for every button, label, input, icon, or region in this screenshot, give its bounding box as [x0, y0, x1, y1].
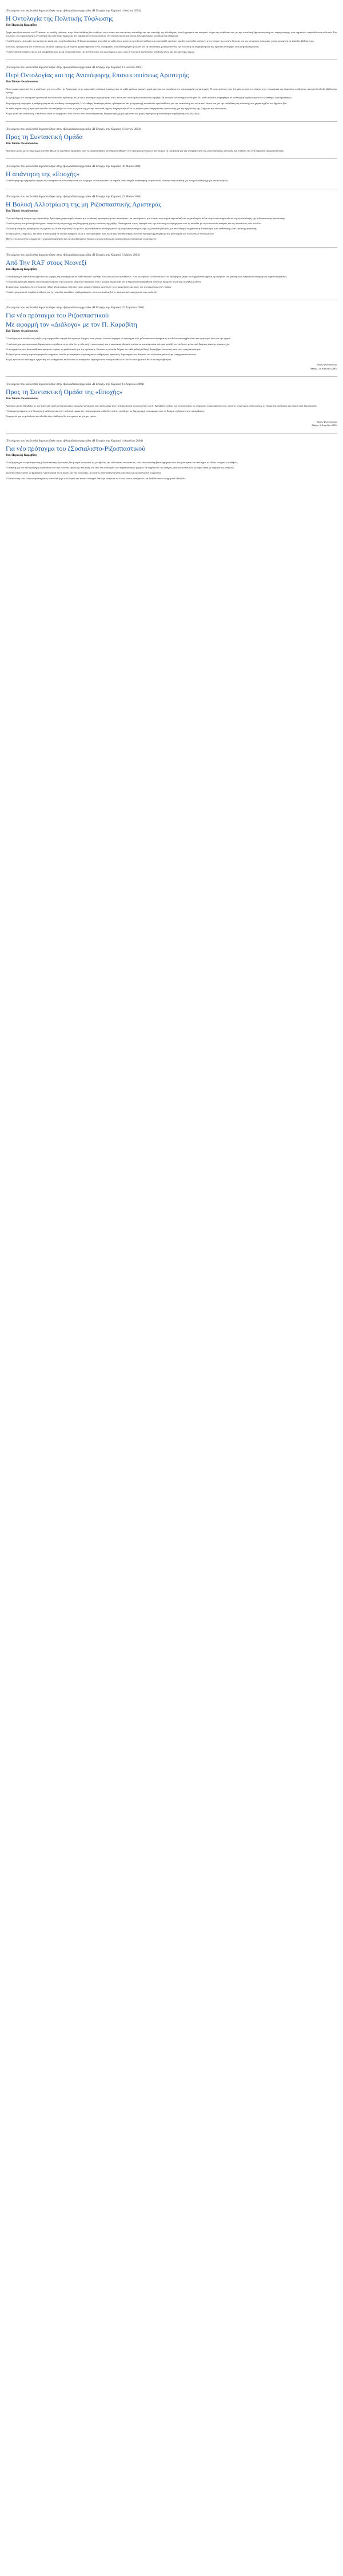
article-byline: Του Τάσου Φωτόπουλου — [6, 329, 39, 333]
paragraph: Αγαπητοί φίλοι, με το σημείωμα αυτό θα ήθελα να σχολιάσω ορισμένες από τις παρατηρήσεις που δημοσιεύθηκαν στο προηγούμενο φύλλο σχετικά με τη συζήτηση για την αναγκαιότητα της ριζοσπαστικής πολιτικής και τη θέση της στη σημερινή πραγματικότητα. — [6, 149, 284, 153]
paragraph: Η απάντηση απαιτεί νηφάλια ανάλυση και όχι εύκολες καταδίκες ή εξωραϊσμούς, ώστε να αναδειχθεί το πραγματικό περιεχόμενο των επιλογών. — [6, 291, 158, 294]
paragraph: Αγαπητοί φίλοι, θα ήθελα με την επιστολή αυτή να διευκρινίσω ορισμένα ζητήματα που προέκυψαν από τη δημοσίευση του κειμένου του Π. Καραβίτη, καθώς και να απαντήσω σε επιμέρους παρατηρήσεις που, κατά τη γνώμη μου, αλλοιώνουν το νόημα της πρότασης για περιεκτική δημοκρατία. — [6, 404, 317, 407]
article — [6, 9, 337, 60]
paragraph: Οι αντιρρήσεις που διατυπώθηκαν αφορούν κυρίως τη ρεαλιστικότητα της πρότασης. Ωστόσο, η ιστορία δείχνει ότι κάθε ριζική αλλαγή θεωρήθηκε ουτοπική πριν γίνει πραγματικότητα. — [6, 347, 201, 351]
paragraph: Η συζήτηση για την πολιτική βία και τις μορφές της επανέρχεται σε κάθε περίοδο όξυνσης των κοινωνικών αντιθέσεων. Από τις ομάδες των δεκαετιών του εβδομήντα μέχρι τα σύγχρονα κινήματα, η ερμηνεία του φαινομένου παραμένει ανοιχτή και συχνά αντιφατική. — [6, 275, 287, 278]
article-byline: Του Περικλή Καραβίτη — [6, 267, 38, 271]
paragraph: Η διάκριση ανάμεσα στη θεωρητική ανάλυση και στην πολιτική πρακτική είναι αναγκαία, αλλά δεν πρέπει να οδηγεί σε διαχωρισμό που αφαιρεί από τη θεωρία τη δυνατότητα παρέμβασης. — [6, 410, 205, 413]
article-byline: Του Τάσου Φωτόπουλου — [6, 80, 39, 84]
publication-note: (Το κείμενο που ακολουθεί δημοσιεύθηκε στην εβδομαδιαία εφημερίδα «Η Εποχή» την Κυριακή 6 Ιουνίου 2004) — [6, 128, 141, 132]
paragraph: Το ερώτημα, επομένως, δεν είναι μόνο ηθικό αλλά κυρίως πολιτικό: ποιες μορφές δράσης ενισχύουν τη χειραφέτηση και ποιες την υπονομεύουν στην πράξη. — [6, 285, 172, 289]
paragraph: Ο διάλογος που άνοιξε στις στήλες της εφημερίδας αφορά ένα κρίσιμο ζήτημα: ποιο μπορεί να είναι σήμερα το πρόταγμα ενός ριζοσπαστικού κινήματος που θέλει να υπερβεί τόσο τον κρατισμό όσο και την αγορά. — [6, 337, 232, 340]
article-byline: Του Τάσου Φωτόπουλου — [6, 142, 39, 146]
article — [6, 306, 337, 376]
article — [6, 195, 337, 248]
article-byline: Του Τάσου Φωτόπουλου — [6, 209, 39, 213]
paragraph: Στο επίκεντρο πρέπει να βρίσκεται η αυτονομία του ατόμου και της κοινωνίας, η ισότητα στην κατανομή της εξουσίας και η οικολογική ισορροπία. — [6, 471, 162, 475]
paragraph: Η διατύπωση ενός τέτοιου προτάγματος αποτελεί έργο συλλογικό και απαιτεί ανοιχτό διάλογο ανάμεσα σε όλους όσους αναζητούν μια διέξοδο από το σημερινό αδιέξοδο. — [6, 476, 186, 480]
paragraph: Η απάντηση της εφημερίδας αφορά τις επισημάνσεις του αναγνώστη και επιχειρεί να διευκρινίσει τα σημεία όπου υπήρξε παρανόηση, επιμένοντας ωστόσο στην ανάγκη για ανοιχτό διάλογο χωρίς αποκλεισμούς. — [6, 179, 229, 182]
divider — [6, 59, 337, 60]
article-title: Προς τη Συντακτική Ομάδα της «Εποχής» — [6, 387, 123, 396]
divider — [6, 121, 337, 122]
divider — [6, 433, 337, 434]
paragraph: Ευχαριστώ για τη φιλοξενία και ελπίζω ότι ο διάλογος θα συνεχιστεί με γόνιμο τρόπο. — [6, 415, 97, 418]
paragraph: Το ζητούμενο είναι η συγκρότηση ενός κινήματος που θα μετατρέψει το πρόταγμα σε καθημερινή πρακτική, δημιουργώντας θεσμούς αντι-εξουσίας μέσα στην υπάρχουσα κοινωνία. — [6, 353, 197, 356]
paragraph: Η κριτική αυτή δεν αφορά μόνο τις ηγεσίες αλλά και τη στάση των μελών, τη συνήθεια να αποδεχόμαστε τη μικρότερη κακή επιλογή ως μοναδική διέξοδο, με αποτέλεσμα να χάνεται η δυνατότητα μιας αυθεντικής εναλλακτικής πρότασης. — [6, 227, 258, 230]
article — [6, 128, 337, 159]
paragraph: Η ιστορική εμπειρία δείχνει ότι η απομόνωση από την κοινωνία οδηγεί σε αδιέξοδα, ενώ η μαζική συμμετοχή και η δημόσια αντιπαράθεση ανοίγουν δρόμους που η βία συνήθως κλείνει. — [6, 280, 202, 283]
paragraph: Σε κάθε περίπτωση, η Αριστερά οφείλει να αναζητήσει εκ νέου τη σχέση της με την κοινωνία, όχι ως διαχειριστής αλλά ως φορέας μιας διαφορετικής προοπτικής για την οργάνωση της ζωής και της οικονομίας. — [6, 106, 228, 110]
article-title: Από Την RAF στους Νεονεξί — [6, 258, 87, 267]
signature: Τάσος Φωτόπουλος Αθήνα, 2 Απριλίου 2004 — [311, 420, 337, 427]
divider — [6, 376, 337, 377]
publication-note: (Το κείμενο που ακολουθεί δημοσιεύθηκε στην εβδομαδιαία εφημερίδα «Η Εποχή» την Κυριακή 25 Απριλίου 2004) — [6, 306, 145, 310]
paragraph: Η πρόταση για μια περιεκτική δημοκρατία στηρίζεται στην ιδέα ότι η πολιτική, η οικονομική και η κοινωνική εξουσία πρέπει να κατανέμονται ισότιμα μεταξύ των πολιτών, μέσα από θεσμούς άμεσης συμμετοχής. — [6, 342, 230, 345]
article-title: Περί Οντολογίας και της Ανυπόφορης Επανεκτοπίσεως Αριστερής — [6, 71, 189, 79]
article — [6, 253, 337, 301]
article-title: Η Βολική Αλλοτρίωση της μη Ριζοσπαστικής Αριστεράς — [6, 200, 162, 208]
signature: Τάσος Φωτόπουλος Αθήνα, 11 Απριλίου 2004 — [310, 363, 337, 370]
article — [6, 383, 337, 434]
publication-note: (Το κείμενο που ακολουθεί δημοσιεύθηκε στην εβδομαδιαία εφημερίδα «Η Εποχή» την Κυριακή 23 Μαΐου 2004) — [6, 194, 142, 198]
article-title: Προς τη Συντακτική Ομάδα — [6, 133, 83, 141]
paragraph: Το ζητούμενο, επομένως, δεν είναι η επιστροφή σε παλαιά σχήματα αλλά η επανεφεύρεση μιας πολιτικής που θα στηρίζεται στην άμεση συμμετοχή και την αυτονομία των κοινωνικών υποκειμένων. — [6, 232, 215, 236]
paragraph: Η ανάγκη για ένα νέο πρόταγμα προκύπτει από την ίδια την κρίση της πολιτικής και από την αδυναμία των παραδοσιακών φορέων να εκφράσουν τις ανάγκες μιας κοινωνίας που μεταβάλλεται με ταχύτατους ρυθμούς. — [6, 466, 235, 470]
divider — [6, 247, 337, 248]
paragraph: Είναι χαρακτηριστικό ότι η συζήτηση για τον ρόλο της Αριστεράς στην ευρωπαϊκή πολιτική επανέρχεται σε κάθε κρίσιμη καμπή, χωρίς ωστόσο να καταλήγει σε συγκεκριμένη στρατηγική. Η επανεκτόπιση των ζητημάτων από το κέντρο στην περιφέρεια της δημόσιας συζήτησης αποτελεί ένδειξη βαθύτερης κρίσης. — [6, 88, 337, 94]
paragraph: Το πρόβλημα δεν είναι μόνο η απουσία εναλλακτικής πρότασης αλλά και η αδυναμία συγκρότησης ενός πολιτικού υποκειμένου ικανού να τη φέρει. Η ιστορία των κινημάτων δείχνει ότι κάθε πρόοδος στηρίχθηκε σε συλλογική οργάνωση και σε ξεκάθαρες προτεραιότητες. — [6, 96, 293, 100]
article-byline: Του Περικλή Καραβίτη — [6, 23, 38, 27]
publication-note: (Το κείμενο που ακολουθεί δημοσιεύθηκε στην εβδομαδιαία εφημερίδα «Η Εποχή» την Κυριακή 4 Απριλίου 2004) — [6, 439, 143, 443]
paragraph: Η συζήτηση για το πρόταγμα της ριζοσπαστικής Αριστεράς δεν μπορεί να αγνοεί τις μεταβολές της τελευταίας εικοσαετίας, ούτε να επαναλαμβάνει σχήματα που δοκιμάστηκαν και απέτυχαν σε άλλες ιστορικές συνθήκες. — [6, 460, 238, 464]
publication-note: (Το κείμενο που ακολουθεί δημοσιεύθηκε στην εβδομαδιαία εφημερίδα «Η Εποχή» την Κυριακή 9 Μαΐου 2004) — [6, 253, 140, 257]
paragraph: Η αλλοτρίωση αυτή είναι βολική γιατί επιτρέπει τη συμμετοχή στη διαχείριση χωρίς το κόστος της ρήξης. Ταυτόχρονα, όμως, αφαιρεί από την πολιτική το περιεχόμενο που τη συνέδεε με τις κοινωνικές ανάγκες και τις προσδοκίες των πολλών. — [6, 221, 262, 225]
paragraph: Μόνο έτσι μπορεί να ξεπεραστεί η σημερινή αμηχανία και να ανοίξει ξανά ο δρόμος για μια συλλογική αναζήτηση με ουσιαστικό περιεχόμενο. — [6, 237, 157, 241]
article-title: Η απάντηση της «Εποχής» — [6, 170, 80, 178]
paragraph: Η αλήθεια δεν είναι κάτι που κατέχεται αλλά κάτι που διεκδικείται. Η δημόσια σφαίρα αποτελεί το πεδίο όπου κρίνεται η πολιτική ευθύνη και όπου κάθε πρόταση οφείλει να σταθεί απέναντι στον έλεγχο της κοινής λογικής και της ιστορικής εμπειρίας, χωρίς καταφυγή σε εύκολες βεβαιότητες. — [6, 39, 315, 43]
article-title: Για νέο πρόταγμα του ζΣοσιαλιστο-Ριζοσπαστικού — [6, 444, 146, 452]
paragraph: Συνεπώς, η τύφλωση δεν είναι απλώς ατομικό σφάλμα αλλά δομικό χαρακτηριστικό ενός συστήματος που αναπαράγει τη σιωπή και τη συναίνεση, μετατρέποντας την πολιτική σε διαχείριση και την κριτική σε θόρυβο που γρήγορα ξεχνιέται. — [6, 45, 260, 48]
document-page — [0, 0, 343, 480]
paragraph: Η απάντηση δεν βρίσκεται σε μια νέα βεβαιότητα αλλά στην ανάκτηση της δυνατότητας του ερωτήματος, εκεί όπου η πολιτική ξαναγίνεται υπόθεση όλων και όχι προνόμιο λίγων. — [6, 50, 195, 53]
paragraph: Η μεταπολεμική ιστορία της ευρωπαϊκής Αριστεράς χαρακτηρίζεται από μια σταδιακή προσαρμογή στις απαιτήσεις του συστήματος, μια πορεία που συχνά παρουσιάζεται ως ρεαλισμός αλλά στην ουσία σηματοδοτεί την εγκατάλειψη της ριζοσπαστικής προοπτικής. — [6, 216, 286, 220]
publication-note: (Το κείμενο που ακολουθεί δημοσιεύθηκε στην εβδομαδιαία εφημερίδα «Η Εποχή» την Κυριακή 13 Ιουνίου 2004) — [6, 66, 143, 70]
publication-note: (Το κείμενο που ακολουθεί δημοσιεύθηκε στην εβδομαδιαία εφημερίδα «Η Εποχή» την Κυριακή 11 Απριλίου 2004) — [6, 382, 145, 386]
publication-note: (Το κείμενο που ακολουθεί δημοσιεύθηκε στην εβδομαδιαία εφημερίδα «Η Εποχή» την Κυριακή 4 Ιουλίου 2004) — [6, 9, 141, 13]
article-title: Για νέο πρόταγμα του Ριζοσπαστικού — [6, 311, 109, 320]
article — [6, 439, 337, 480]
article-subtitle: Με αφορμή τον «Διάλογο» με τον Π. Καραβίτη — [6, 320, 137, 329]
article — [6, 165, 337, 189]
paragraph: Αρχές εκτοξεύεται από τον Πλάτωνα, κι επειδή, μάλιστα, στην ίδια ελεύθερη δεν επιθυμεί ποτέ κάπου και να κτύπος επίτευξης και της σπουδής της ελευθερίας, ένα ζωγραφικό και ιστορικό νόημα της αλήθειας που με την συνολική δημοσιονομική του ενεργοποίηση, που σημειώνει παράδοξα και πολιτικά. Στις πολιτικές της διερεύνησης η οντολογία της πολιτικής τύφλωσης δεν αφορά μόνο όσους ασκούν την εξουσία αλλά και όσους την υφίστανται σιωπηλά και αδιάφορα. — [6, 31, 337, 38]
article-byline: Του Τάσου Φωτόπουλου — [6, 396, 39, 400]
article-byline: Του Περικλή Καραβίτη — [6, 453, 38, 457]
publication-note: (Το κείμενο που ακολουθεί δημοσιεύθηκε στην εβδομαδιαία εφημερίδα «Η Εποχή» την Κυριακή 30 Μαΐου 2004) — [6, 165, 142, 169]
divider — [6, 158, 337, 159]
paragraph: Στη σημερινή συγκυρία, η ανάγκη για μια νέα σύνθεση είναι εμφανής. Η ελεύθερη διακίνηση ιδεών, η διαφάνεια και η συμμετοχή αποτελούν προϋποθέσεις για την ανανέωση του πολιτικού λόγου και για την υπέρβαση της κόπωσης που χαρακτηρίζει τον δημόσιο βίο. — [6, 101, 288, 105]
article — [6, 66, 337, 122]
article-title: Η Οντολογία της Πολιτικής Τύφλωσης — [6, 14, 113, 22]
paragraph: Χωρίς αυτή την ανανέωση, ο κίνδυνος είναι να παραμείνει ένα σύνολο από αποσπασματικές διαμαρτυρίες χωρίς ορίζοντα και χωρίς πραγματική δυνατότητα παρέμβασης στις εξελίξεις. — [6, 112, 201, 116]
paragraph: Χωρίς ένα τέτοιο πρόταγμα, η κριτική του υπάρχοντος κινδυνεύει να παραμείνει άγονη και να ενσωματωθεί στο ίδιο το σύστημα που θέλει να αμφισβητήσει. — [6, 358, 172, 361]
